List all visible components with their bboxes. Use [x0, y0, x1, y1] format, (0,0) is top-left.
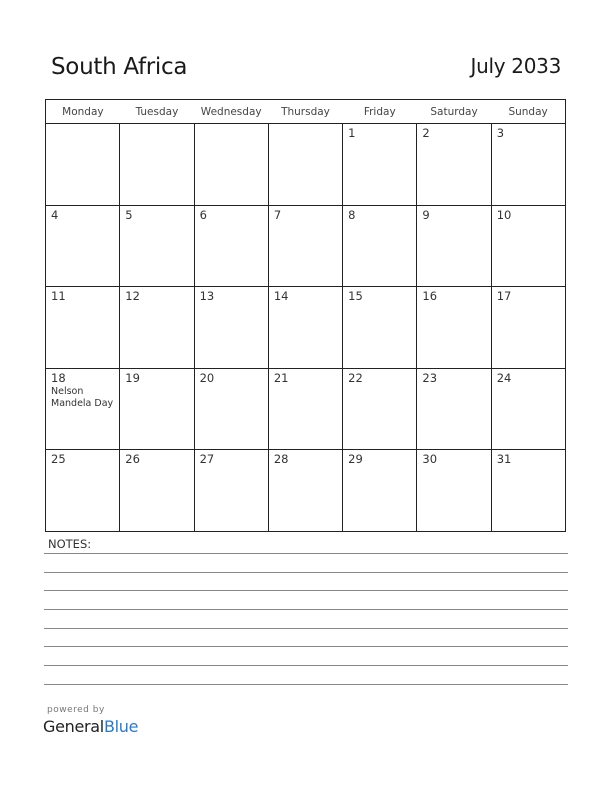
day-cell [268, 287, 342, 369]
note-line [44, 609, 568, 610]
week-row [46, 205, 566, 287]
day-number: 22 [348, 370, 363, 385]
day-cell [120, 368, 194, 450]
day-cell [194, 450, 268, 532]
day-number: 18 [51, 370, 66, 385]
day-number: 4 [51, 207, 59, 222]
day-number: 11 [51, 289, 66, 303]
note-line [44, 646, 568, 647]
weekday-sunday: Sunday [491, 100, 565, 124]
day-cell [268, 450, 342, 532]
month-year: July 2033 [470, 54, 561, 78]
day-number: 1 [348, 126, 356, 140]
day-cell [417, 205, 491, 287]
holiday-label: Nelson Mandela Day [51, 385, 114, 409]
day-cell [343, 205, 417, 287]
weekday-tuesday: Tuesday [120, 100, 194, 124]
day-number: 19 [125, 370, 140, 385]
day-number: 30 [422, 452, 438, 466]
day-number: 27 [199, 452, 215, 466]
weekday-friday: Friday [343, 100, 417, 124]
note-line [44, 590, 568, 591]
day-number: 13 [199, 289, 215, 303]
note-line [44, 665, 568, 666]
day-number: 29 [348, 452, 363, 466]
empty-day-cell [46, 124, 120, 206]
day-cell [194, 287, 268, 369]
note-line [44, 628, 568, 629]
day-cell [417, 450, 491, 532]
day-number: 20 [199, 370, 215, 385]
weekday-wednesday: Wednesday [194, 100, 268, 124]
note-line [44, 553, 568, 554]
day-cell [120, 450, 194, 532]
day-cell [343, 287, 417, 369]
empty-day-cell [120, 124, 194, 206]
note-line [44, 684, 568, 685]
day-number: 17 [496, 289, 512, 303]
day-cell [491, 450, 565, 532]
day-number: 7 [273, 207, 282, 222]
day-cell [343, 450, 417, 532]
day-cell [268, 205, 342, 287]
day-number: 26 [125, 452, 140, 466]
day-cell [417, 368, 491, 450]
generalblue-logo [43, 717, 138, 736]
day-cell [120, 205, 194, 287]
day-cell [417, 124, 491, 206]
brand-blue: Blue [103, 717, 139, 736]
day-number: 23 [422, 370, 438, 385]
day-number: 12 [125, 289, 140, 303]
day-cell [46, 450, 120, 532]
day-cell [194, 368, 268, 450]
day-number: 31 [496, 452, 512, 466]
day-number: 25 [51, 452, 66, 466]
day-number: 28 [273, 452, 289, 466]
empty-day-cell [268, 124, 342, 206]
day-cell [491, 287, 565, 369]
weekday-header-row [46, 100, 566, 124]
day-cell [46, 287, 120, 369]
notes-label: NOTES: [48, 537, 92, 551]
day-number: 6 [199, 207, 207, 222]
day-number: 10 [496, 207, 512, 222]
weekday-monday: Monday [46, 100, 120, 124]
day-number: 16 [422, 289, 438, 303]
day-cell [417, 287, 491, 369]
day-cell [491, 368, 565, 450]
day-number: 9 [422, 207, 430, 222]
day-cell [491, 205, 565, 287]
day-cell [343, 368, 417, 450]
empty-day-cell [194, 124, 268, 206]
day-cell [268, 368, 342, 450]
day-number: 8 [348, 207, 356, 222]
note-line [44, 572, 568, 573]
day-number: 14 [273, 289, 289, 303]
day-cell [120, 287, 194, 369]
week-row [46, 287, 566, 369]
week-row [46, 450, 566, 532]
day-number: 2 [422, 126, 430, 140]
day-number: 5 [125, 207, 133, 222]
powered-by-text: powered by [47, 705, 105, 715]
day-number: 21 [273, 370, 289, 385]
day-cell [343, 124, 417, 206]
country-title: South Africa [51, 54, 188, 80]
day-cell [194, 205, 268, 287]
day-number: 24 [496, 370, 512, 385]
brand-general: General [43, 717, 104, 736]
day-number: 15 [348, 289, 363, 303]
week-row [46, 368, 566, 450]
day-cell [46, 205, 120, 287]
weekday-thursday: Thursday [268, 100, 342, 124]
week-row [46, 124, 566, 206]
day-number: 3 [496, 126, 505, 140]
weekday-saturday: Saturday [417, 100, 491, 124]
day-cell [46, 368, 120, 450]
day-cell [491, 124, 565, 206]
calendar-grid [45, 99, 566, 532]
